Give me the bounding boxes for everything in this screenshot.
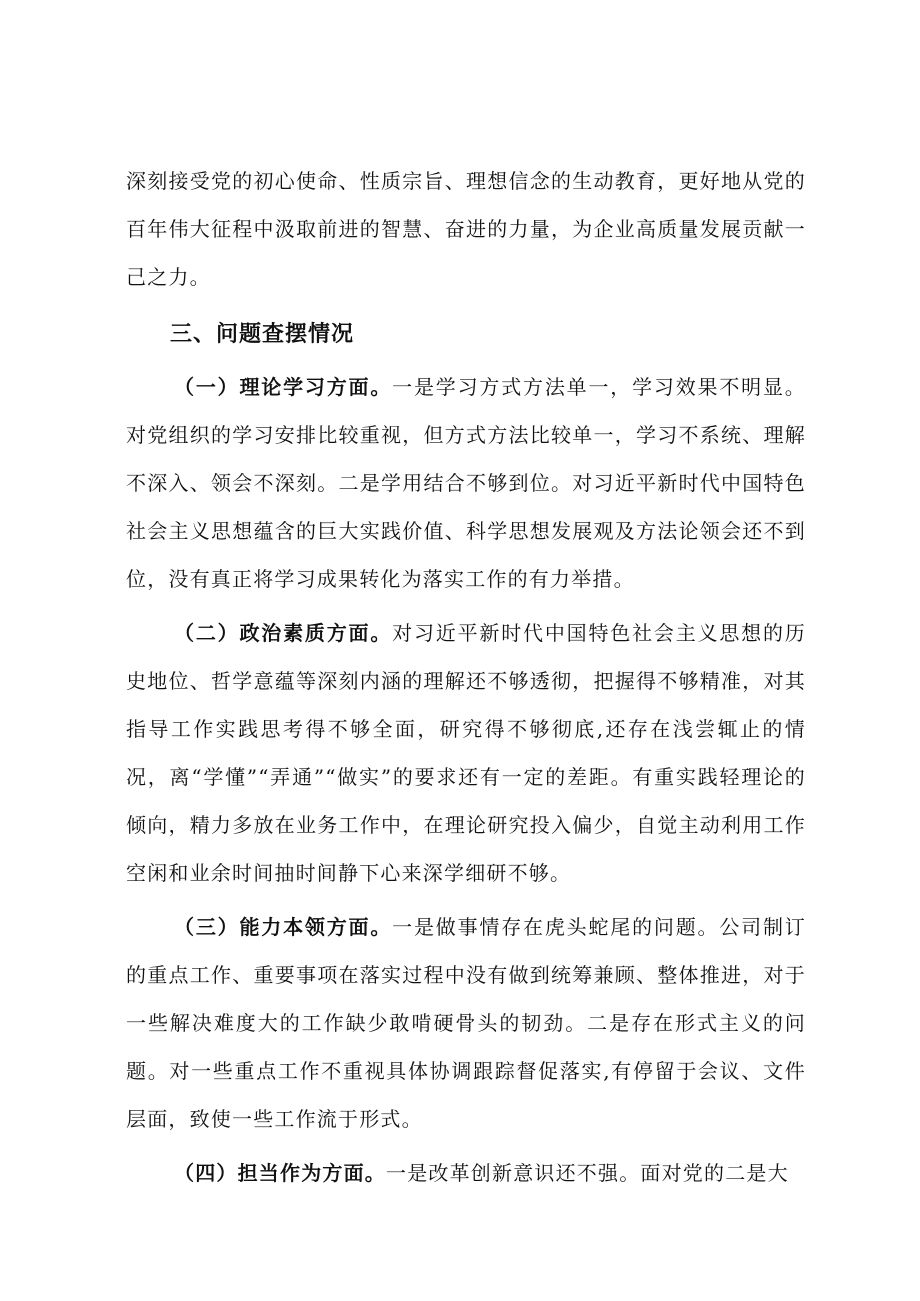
document-body [126, 157, 806, 1197]
paragraph-text: 一是改革创新意识还不强。面对党的二是大 [386, 1161, 789, 1185]
paragraph-text: 一是做事情存在虎头蛇尾的问题。公司制订的重点工作、重要事项在落实过程中没有做到统筹兼顾、整体推进，对于一些解决难度大的工作缺少敢啃硬骨头的韧劲。二是存在形式主义的问题。对一些重点工作不重视具体协调跟踪督促落实,有停留于会议、文件层面，致使一些工作流于形式。 [126, 915, 806, 1131]
intro-paragraph: 深刻接受党的初心使命、性质宗旨、理想信念的生动教育，更好地从党的百年伟大征程中汲取前进的智慧、奋进的力量，为企业高质量发展贡献一己之力。 [126, 169, 806, 289]
paragraph-theory-study [126, 363, 806, 603]
paragraph-label: （四）担当作为方面。 [174, 1161, 386, 1185]
paragraph-label: （一）理论学习方面。 [174, 375, 393, 399]
paragraph-responsibility [126, 1149, 806, 1197]
paragraph-ability [126, 903, 806, 1143]
paragraph-text: 对习近平新时代中国特色社会主义思想的历史地位、哲学意蕴等深刻内涵的理解还不够透彻，把握得不够精准，对其指导工作实践思考得不够全面，研究得不够彻底,还存在浅尝辄止的情况，离“学懂”“弄通”“做实”的要求还有一定的差距。有重实践轻理论的倾向，精力多放在业务工作中，在理论研究投入偏少，自觉主动利用工作空闲和业余时间抽时间静下心来深学细研不够。 [126, 621, 806, 885]
paragraph-label: （三）能力本领方面。 [174, 915, 393, 939]
paragraph-text: 一是学习方式方法单一，学习效果不明显。对党组织的学习安排比较重视，但方式方法比较单一，学习不系统、理解不深入、领会不深刻。二是学用结合不够到位。对习近平新时代中国特色社会主义思想蕴含的巨大实践价值、科学思想发展观及方法论领会还不到位，没有真正将学习成果转化为落实工作的有力举措。 [126, 375, 806, 591]
paragraph-political-quality [126, 609, 806, 897]
section-heading: 三、问题查摆情况 [170, 322, 355, 347]
paragraph-label: （二）政治素质方面。 [174, 621, 393, 645]
